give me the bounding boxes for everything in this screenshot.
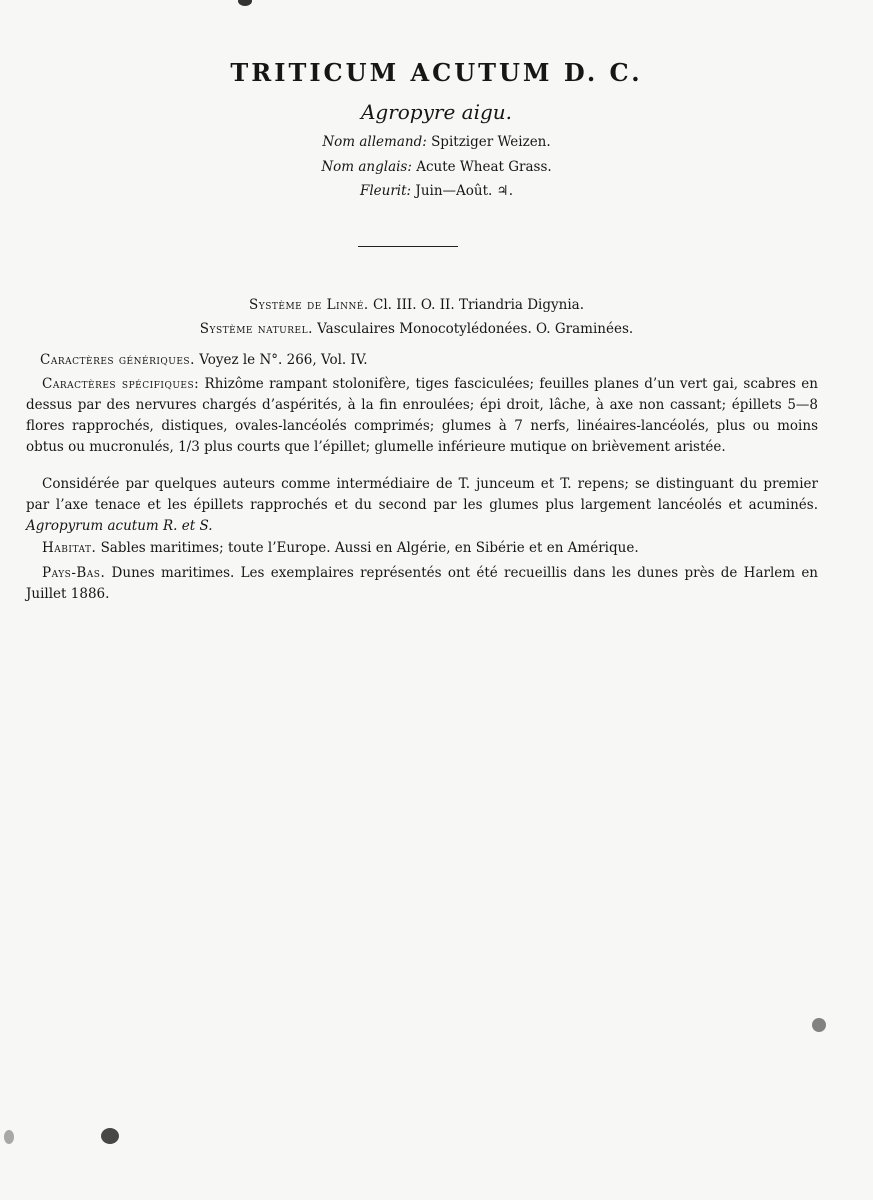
- flowering-value: Juin—Août. ♃.: [415, 183, 513, 199]
- specific-characters-value: Rhizôme rampant stolonifère, tiges fasciculées; feuilles planes d’un vert gai, scabres en dessus par des nervures chargés d’aspérités, à la fin enroulées; épi droit, lâche, à axe non cassant; épillets 5—8 flores rapprochés, distiques, ovales-lancéolés comprimés; glumes à 7 nerfs, linéaires-lancéolés, plus ou moins obtus ou mucronulés, 1/3 plus courts que l’épillet; glumelle inférieure mutique on brièvement aristée.: [26, 376, 818, 455]
- habitat-paragraph: [42, 538, 818, 559]
- netherlands-label: Pays-Bas.: [42, 565, 106, 581]
- species-title: TRITICUM ACUTUM D. C.: [230, 58, 643, 87]
- german-name-line: [0, 134, 873, 150]
- german-name-value: Spitziger Weizen.: [431, 134, 551, 150]
- specific-characters-label: Caractères spécifiques:: [42, 376, 200, 392]
- english-name-value: Acute Wheat Grass.: [416, 159, 552, 175]
- flowering-label: Fleurit:: [359, 183, 412, 199]
- scan-speck: [101, 1128, 119, 1144]
- natural-system-value: Vasculaires Monocotylédonées. O. Graminées.: [317, 321, 634, 337]
- synonym-text: Agropyrum acutum R. et S.: [26, 518, 213, 534]
- french-name: Agropyre aigu.: [360, 100, 513, 124]
- scan-speck: [238, 0, 252, 6]
- considered-text: Considérée par quelques auteurs comme intermédiaire de T. junceum et T. repens; se distinguant du premier par l’axe tenace et les épillets rapprochés et du second par les glumes plus largement lancéolés et acuminés.: [26, 476, 818, 513]
- linne-system-value: Cl. III. O. II. Triandria Digynia.: [373, 297, 584, 313]
- natural-system-line: [0, 321, 853, 337]
- netherlands-paragraph: [26, 563, 818, 605]
- habitat-label: Habitat.: [42, 540, 97, 556]
- specific-characters: [26, 374, 818, 458]
- linne-system-line: [0, 297, 853, 313]
- natural-system-label: Système naturel.: [199, 321, 313, 337]
- section-divider: [358, 246, 458, 247]
- linne-system-label: Système de Linné.: [249, 297, 369, 313]
- english-name-line: [0, 159, 873, 175]
- habitat-value: Sables maritimes; toute l’Europe. Aussi en Algérie, en Sibérie et en Amérique.: [100, 540, 639, 556]
- scan-speck: [812, 1018, 826, 1032]
- english-name-label: Nom anglais:: [321, 159, 412, 175]
- considered-paragraph: [26, 474, 818, 537]
- generic-characters-value: Voyez le N°. 266, Vol. IV.: [199, 352, 368, 368]
- generic-characters: [40, 350, 820, 371]
- netherlands-value: Dunes maritimes. Les exemplaires représentés ont été recueillis dans les dunes près de Harlem en Juillet 1886.: [26, 565, 819, 602]
- flowering-line: [0, 183, 873, 199]
- scan-speck: [4, 1130, 14, 1144]
- generic-characters-label: Caractères génériques.: [40, 352, 195, 368]
- german-name-label: Nom allemand:: [322, 134, 427, 150]
